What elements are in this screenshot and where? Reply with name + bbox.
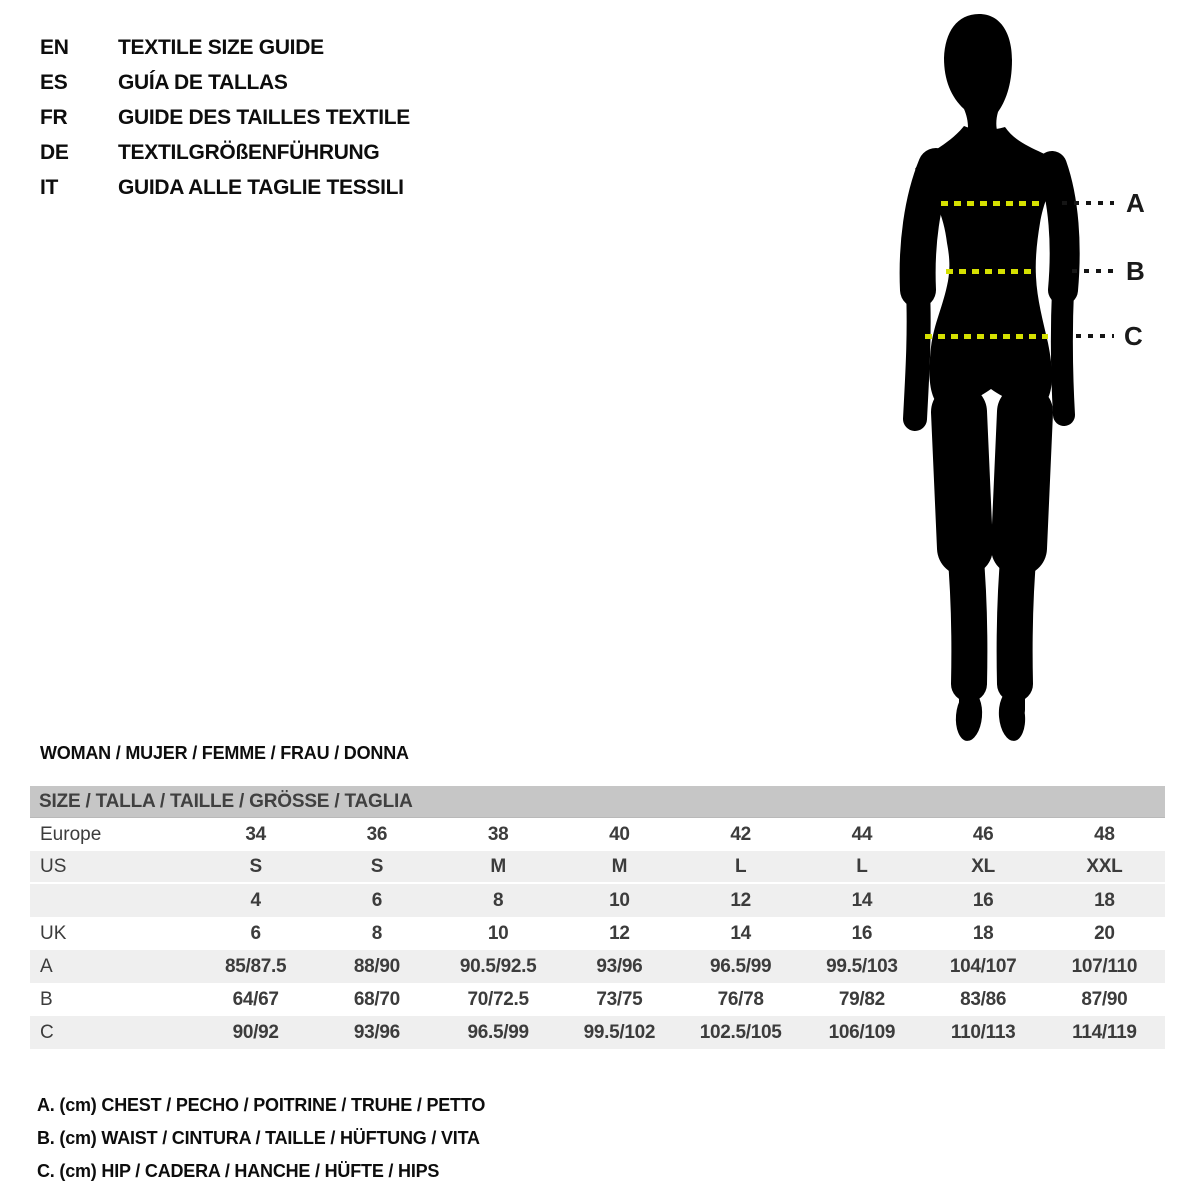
table-cell: 64/67	[232, 988, 279, 1010]
language-title: TEXTILGRÖßENFÜHRUNG	[118, 140, 380, 164]
language-code: FR	[40, 105, 68, 129]
table-cell: 87/90	[1081, 988, 1128, 1010]
table-cell: 14	[851, 889, 873, 911]
language-row	[40, 30, 410, 65]
language-header	[40, 30, 410, 205]
table-cell: 18	[1094, 889, 1115, 911]
table-cell: M	[611, 855, 628, 877]
table-cell: 85/87.5	[224, 955, 287, 977]
table-cell: L	[856, 855, 868, 877]
table-cell: 104/107	[949, 955, 1017, 977]
table-cell: S	[249, 855, 262, 877]
table-row	[30, 1016, 1165, 1049]
table-row	[30, 851, 1165, 884]
table-cell: 36	[366, 823, 388, 845]
body-dash-line	[941, 201, 1042, 206]
table-cell: 99.5/103	[826, 955, 898, 977]
table-cell: 106/109	[828, 1021, 896, 1043]
table-cell: 96.5/99	[467, 1021, 529, 1043]
measure-label: C	[1124, 321, 1143, 351]
language-code: IT	[40, 175, 59, 199]
row-label: Europe	[40, 823, 102, 845]
woman-silhouette-icon	[855, 0, 1125, 750]
language-row	[40, 135, 410, 170]
table-cell: 83/86	[960, 988, 1007, 1010]
table-row	[30, 917, 1165, 950]
table-cell: 12	[609, 922, 630, 944]
table-cell: 40	[609, 823, 630, 845]
table-cell: 90/92	[232, 1021, 279, 1043]
row-label	[30, 884, 195, 917]
table-cell: 42	[730, 823, 751, 845]
table-cell: 70/72.5	[467, 988, 529, 1010]
table-cell: 34	[245, 823, 266, 845]
language-code: DE	[40, 140, 69, 164]
body-dash-line	[946, 269, 1036, 274]
table-cell: 102.5/105	[699, 1021, 782, 1043]
table-cell: 38	[487, 823, 509, 845]
language-row	[40, 100, 410, 135]
table-cell: 44	[851, 823, 873, 845]
table-cell: XXL	[1086, 855, 1123, 877]
row-label: C	[40, 1021, 54, 1043]
table-row	[30, 818, 1165, 851]
table-cell: 8	[492, 889, 504, 911]
language-title: GUÍA DE TALLAS	[118, 70, 288, 94]
table-cell: 107/110	[1071, 955, 1138, 977]
measurement-legend	[37, 1089, 485, 1188]
language-code: EN	[40, 35, 69, 59]
row-label: US	[40, 855, 67, 877]
row-label: B	[40, 988, 53, 1010]
table-cell: 99.5/102	[583, 1021, 656, 1043]
language-title: GUIDE DES TAILLES TEXTILE	[118, 105, 410, 129]
table-cell: 14	[730, 922, 751, 944]
table-cell: M	[490, 855, 506, 877]
body-dash-line	[925, 334, 1048, 339]
size-table-header: SIZE / TALLA / TAILLE / GRÖSSE / TAGLIA	[30, 786, 1165, 818]
table-cell: 16	[972, 889, 994, 911]
table-cell: 73/75	[596, 988, 643, 1010]
table-cell: L	[734, 855, 747, 877]
legend-line: C. (cm) HIP / CADERA / HANCHE / HÜFTE / HIPS	[37, 1161, 440, 1181]
table-cell: 79/82	[838, 988, 885, 1010]
table-row	[30, 884, 1165, 917]
table-cell: S	[370, 855, 384, 877]
section-title: WOMAN / MUJER / FEMME / FRAU / DONNA	[40, 743, 409, 763]
table-cell: 46	[972, 823, 994, 845]
table-cell: 6	[250, 922, 261, 944]
table-cell: 6	[371, 889, 383, 911]
leader-dash-line	[1062, 201, 1114, 205]
language-title: GUIDA ALLE TAGLIE TESSILI	[118, 175, 404, 199]
table-cell: 10	[487, 922, 509, 944]
table-cell: 93/96	[596, 955, 643, 977]
table-cell: 88/90	[353, 955, 400, 977]
table-row	[30, 983, 1165, 1016]
size-table	[30, 786, 1165, 1049]
table-cell: 8	[371, 922, 383, 944]
row-label: UK	[40, 922, 67, 944]
table-row	[30, 950, 1165, 983]
table-cell: 90.5/92.5	[459, 955, 537, 977]
measure-label: A	[1126, 188, 1145, 218]
table-cell: 16	[851, 922, 873, 944]
table-cell: 12	[730, 889, 751, 911]
table-cell: 4	[250, 889, 261, 911]
leader-dash-line	[1076, 334, 1114, 338]
language-row	[40, 65, 410, 100]
size-table-body	[30, 818, 1165, 1049]
table-cell: XL	[971, 855, 995, 877]
language-row	[40, 170, 410, 205]
leader-dash-line	[1072, 269, 1114, 273]
measure-label: B	[1126, 256, 1145, 286]
table-cell: 20	[1094, 922, 1115, 944]
legend-line: B. (cm) WAIST / CINTURA / TAILLE / HÜFTUNG / VITA	[37, 1128, 480, 1148]
table-cell: 93/96	[353, 1021, 400, 1043]
row-label: A	[40, 955, 53, 977]
table-cell: 76/78	[717, 988, 764, 1010]
table-cell: 68/70	[353, 988, 400, 1010]
table-cell: 110/113	[950, 1021, 1016, 1043]
legend-line: A. (cm) CHEST / PECHO / POITRINE / TRUHE / PETTO	[37, 1095, 486, 1115]
table-cell: 18	[972, 922, 994, 944]
table-cell: 48	[1094, 823, 1115, 845]
table-cell: 96.5/99	[709, 955, 772, 977]
language-code: ES	[40, 70, 68, 94]
language-title: TEXTILE SIZE GUIDE	[118, 35, 324, 59]
table-cell: 114/119	[1072, 1021, 1137, 1043]
table-cell: 10	[609, 889, 630, 911]
